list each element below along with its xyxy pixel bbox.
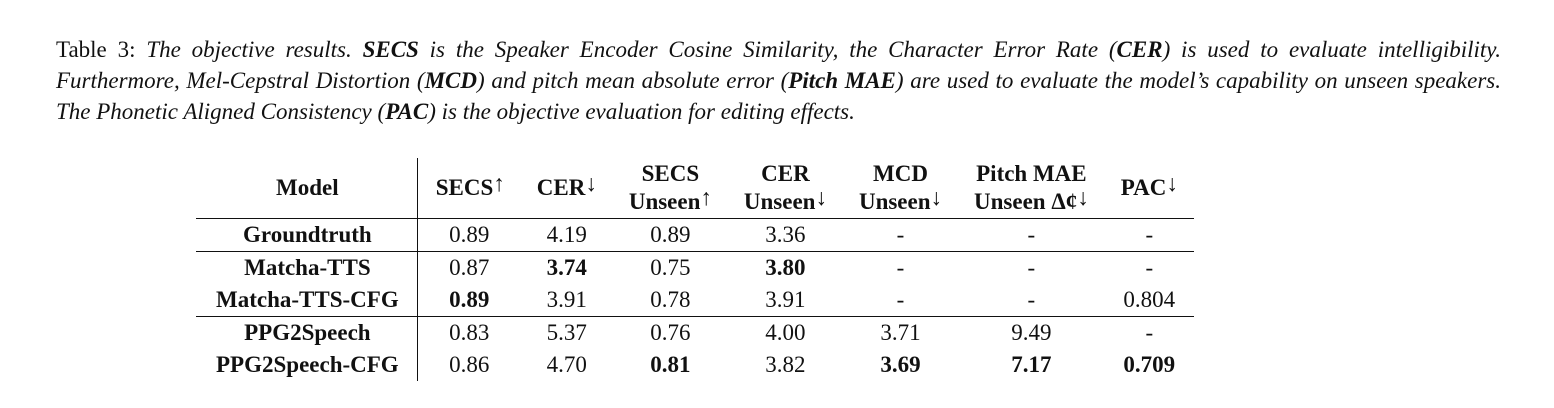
- cell-cer-unseen: 4.00: [765, 320, 806, 345]
- table-row: [196, 252, 1194, 285]
- header-line: Model: [276, 175, 339, 200]
- cell-pac: 0.709: [1123, 352, 1176, 377]
- header-secs-unseen: [613, 158, 728, 219]
- cell-secs-unseen: 0.76: [650, 320, 691, 345]
- cell-secs: 0.86: [449, 352, 490, 377]
- header-mcd-unseen: [843, 158, 958, 219]
- header-line: CER: [536, 175, 586, 200]
- cell-secs-unseen: 0.89: [613, 219, 728, 252]
- arrow-up-icon: ↑: [493, 171, 505, 196]
- cell-cer: 3.74: [546, 255, 587, 280]
- table-row: [196, 284, 1194, 317]
- table-body: [196, 219, 1194, 382]
- cell-secs: 0.89: [417, 284, 521, 317]
- table-row: [196, 317, 1194, 350]
- cell-cer: 4.19: [521, 219, 613, 252]
- cell-mcd-unseen: 3.69: [880, 352, 921, 377]
- model-name: Groundtruth: [196, 219, 417, 252]
- caption-term: CER: [1116, 37, 1163, 62]
- cell-pitch-mae-unseen: 7.17: [1011, 352, 1052, 377]
- arrow-down-icon: ↓: [585, 171, 597, 196]
- cell-cer-unseen: 3.82: [765, 352, 806, 377]
- model-name: Matcha-TTS: [196, 252, 417, 285]
- caption-segment: ) are used to evaluate the model’s capability on unseen speakers. The Phonetic Aligned Consistency (: [56, 68, 1501, 124]
- arrow-down-icon: ↓: [1077, 185, 1089, 210]
- arrow-up-icon: ↑: [700, 185, 712, 210]
- arrow-down-icon: ↓: [815, 185, 827, 210]
- caption-segment: ) is the objective evaluation for editing effects.: [428, 99, 855, 124]
- caption-segment: ) and pitch mean absolute error (: [477, 68, 789, 93]
- cell-secs-unseen: 0.78: [613, 284, 728, 317]
- model-name: PPG2Speech-CFG: [196, 349, 417, 381]
- header-line: Pitch MAE: [976, 161, 1087, 186]
- cell-secs-unseen: 0.81: [650, 352, 691, 377]
- cell-pac: 0.804: [1105, 284, 1194, 317]
- cell-cer-unseen: 3.80: [765, 255, 806, 280]
- caption-text: [56, 37, 1501, 124]
- caption-label: Table 3:: [56, 37, 136, 62]
- caption-term: MCD: [424, 68, 477, 93]
- cell-cer: 4.70: [546, 352, 587, 377]
- cell-secs: 0.87: [449, 255, 490, 280]
- cell-mcd-unseen: -: [843, 284, 958, 317]
- header-cer-unseen: [728, 158, 843, 219]
- header-pitch-mae-unseen: [958, 158, 1105, 219]
- header-model: [196, 158, 417, 219]
- header-line: PAC: [1120, 175, 1167, 200]
- arrow-down-icon: ↓: [930, 185, 943, 210]
- header-pac: [1105, 158, 1194, 219]
- arrow-down-icon: ↓: [1166, 171, 1178, 196]
- model-name: Matcha-TTS-CFG: [196, 284, 417, 317]
- cell-cer: 3.91: [521, 284, 613, 317]
- caption-segment: ) is used to evaluate intelligibility. Furthermore, Mel-Cepstral Distortion (: [56, 37, 1501, 93]
- caption-segment: The objective results.: [135, 37, 363, 62]
- cell-pitch-mae-unseen: -: [958, 219, 1105, 252]
- table-row: [196, 219, 1194, 252]
- header-line: CER: [761, 161, 810, 186]
- cell-secs-unseen: 0.75: [650, 255, 691, 280]
- cell-cer-unseen: 3.91: [728, 284, 843, 317]
- cell-pac: -: [1145, 255, 1154, 280]
- cell-mcd-unseen: -: [896, 255, 905, 280]
- cell-secs: 0.89: [417, 219, 521, 252]
- cell-pitch-mae-unseen: -: [1027, 255, 1036, 280]
- cell-pac: -: [1105, 219, 1194, 252]
- cell-cer-unseen: 3.36: [728, 219, 843, 252]
- table-caption: [56, 34, 1501, 127]
- header-line: MCD: [873, 161, 928, 186]
- table-row: [196, 349, 1194, 381]
- cell-mcd-unseen: 3.71: [880, 320, 921, 345]
- header-line: Unseen: [743, 189, 816, 214]
- header-line: SECS: [435, 175, 494, 200]
- header-line: Unseen Δ¢: [974, 189, 1078, 214]
- cell-pitch-mae-unseen: -: [958, 284, 1105, 317]
- caption-term: PAC: [385, 99, 429, 124]
- caption-segment: is the Speaker Encoder Cosine Similarity, the Character Error Rate (: [418, 37, 1117, 62]
- model-name: PPG2Speech: [196, 317, 417, 350]
- table-header-row: [196, 158, 1194, 219]
- cell-mcd-unseen: -: [843, 219, 958, 252]
- results-table: [196, 158, 1194, 381]
- cell-secs: 0.83: [449, 320, 490, 345]
- header-secs: [417, 158, 521, 219]
- header-line: SECS: [641, 161, 700, 186]
- caption-term: SECS: [362, 37, 419, 62]
- cell-pitch-mae-unseen: 9.49: [1011, 320, 1052, 345]
- header-line: Unseen: [628, 189, 701, 214]
- header-line: Unseen: [858, 189, 931, 214]
- cell-pac: -: [1145, 320, 1154, 345]
- caption-term: Pitch MAE: [788, 68, 896, 93]
- header-cer: [521, 158, 613, 219]
- cell-cer: 5.37: [546, 320, 587, 345]
